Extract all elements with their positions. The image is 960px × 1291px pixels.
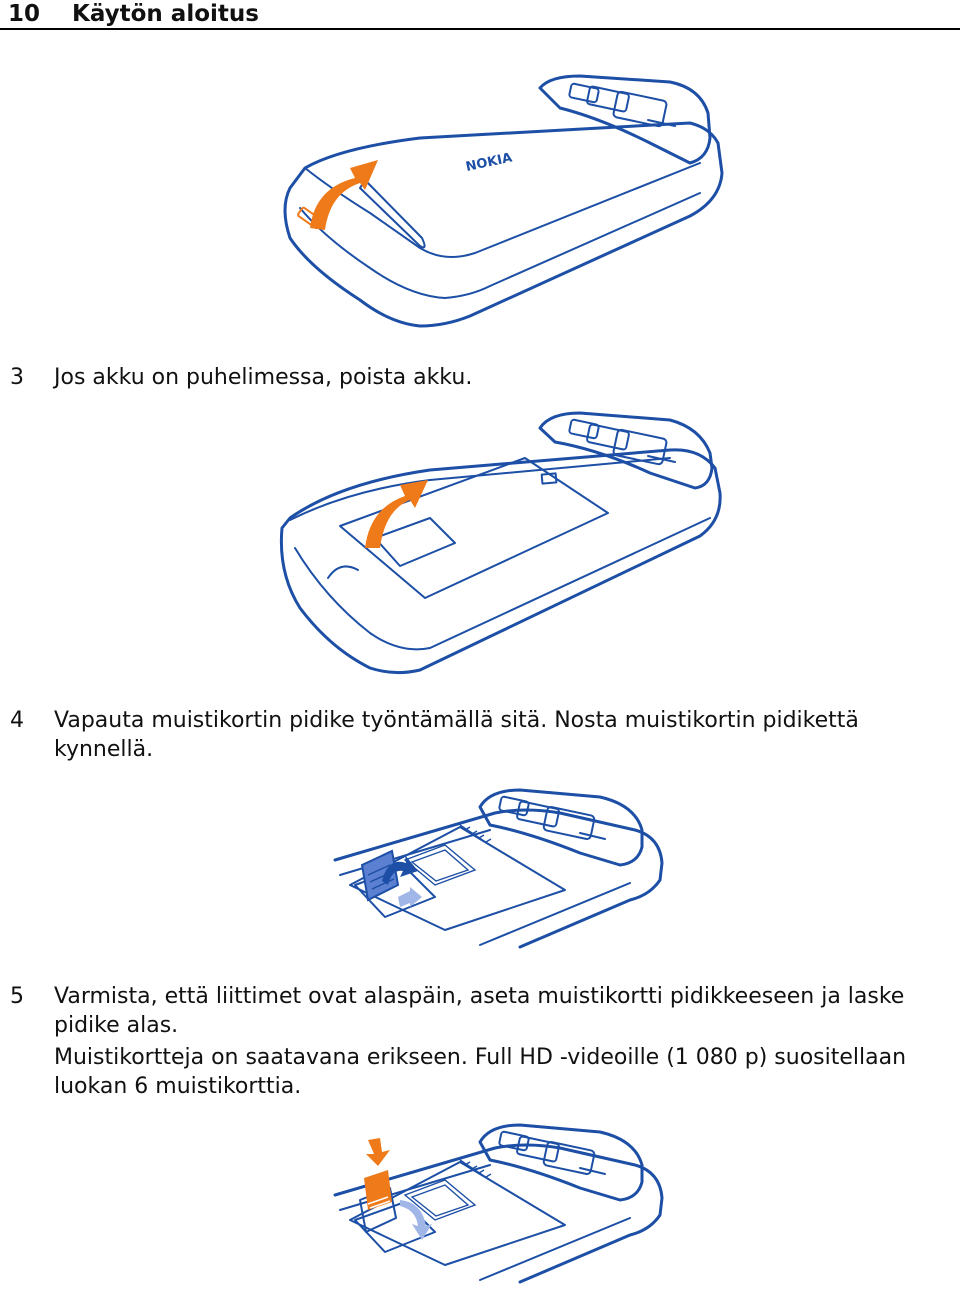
- nokia-logo: NOKIA: [464, 150, 514, 175]
- insert-down-arrow-icon: [366, 1138, 390, 1166]
- step-text: Vapauta muistikortin pidike työntämällä sitä. Nosta muistikortin pidikettä kynnellä.: [54, 708, 859, 762]
- step-number: 4: [10, 708, 24, 733]
- memory-card-note: Muistikortteja on saatavana erikseen. Full HD -videoille (1 080 p) suositellaan luokan 6 muistikorttia.: [54, 1045, 907, 1099]
- illustration-insert-memory-card: [330, 1120, 670, 1285]
- step-text: Varmista, että liittimet ovat alaspäin, aseta muistikortti pidikkeeseen ja laske pidike alas.: [54, 984, 905, 1038]
- chapter-title: Käytön aloitus: [72, 1, 259, 27]
- step-number: 3: [10, 365, 24, 390]
- page-header: [0, 0, 960, 30]
- illustration-release-card-holder: [330, 785, 670, 950]
- page-number: 10: [8, 1, 41, 27]
- illustration-remove-battery: [270, 408, 730, 678]
- illustration-remove-back-cover: [270, 68, 730, 333]
- close-holder-arrow-icon: [400, 1200, 432, 1240]
- step-text: Jos akku on puhelimessa, poista akku.: [54, 365, 473, 390]
- step-number: 5: [10, 984, 24, 1009]
